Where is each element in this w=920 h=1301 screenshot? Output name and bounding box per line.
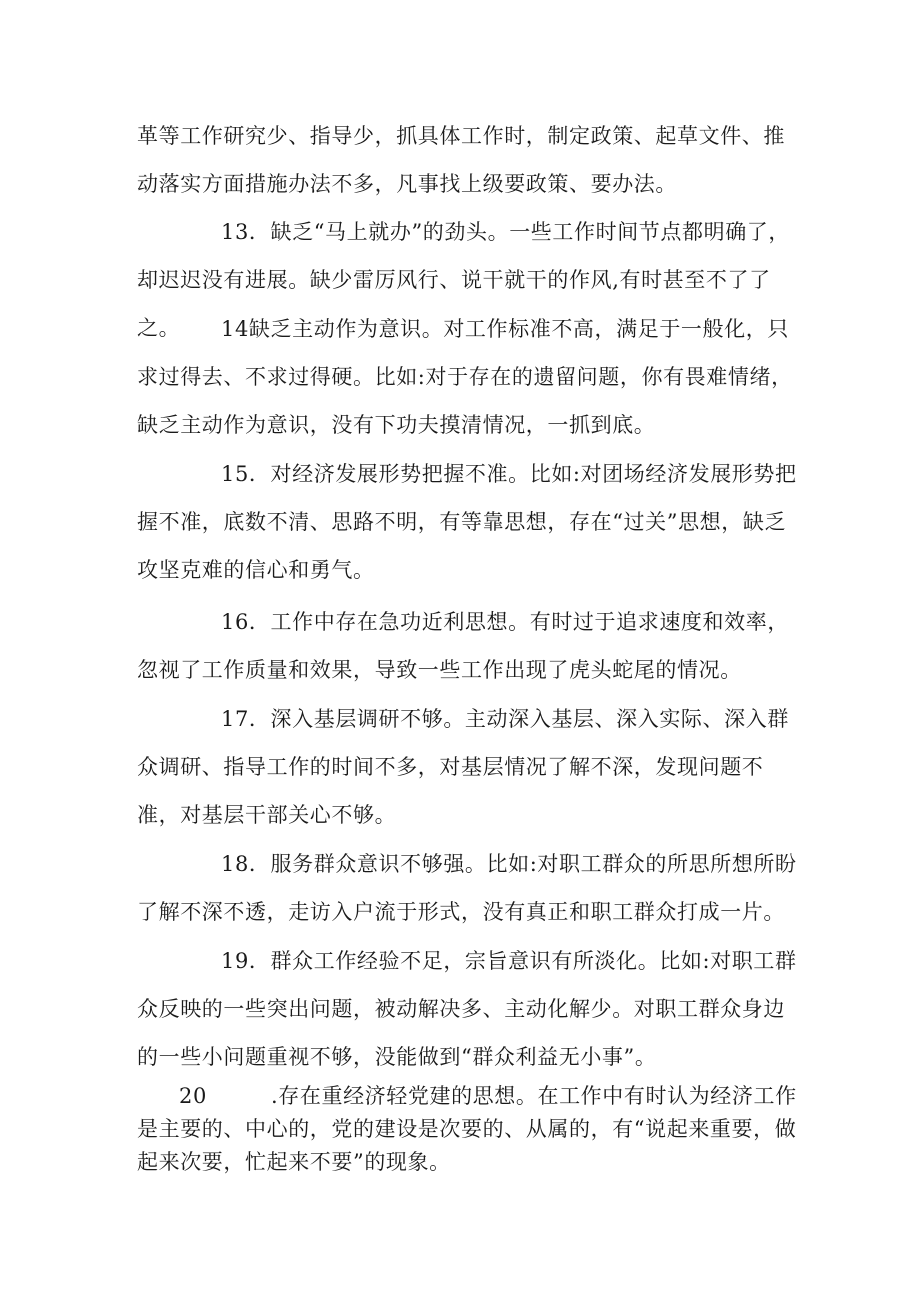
paragraph-14 [137,305,797,449]
paragraph-text: .存在重经济轻党建的思想。在工作中有时认为经济工作是主要的、中心的，党的建设是次要的、从属的，有“说起来重要，做起来次要，忙起来不要”的现象。 [137,1084,797,1174]
paragraph-text: ．深入基层调研不够。主动深入基层、深入实际、深入群众调研、指导工作的时间不多，对基层情况了解不深，发现问题不准，对基层干部关心不够。 [137,707,789,827]
paragraph-number: 14 [221,317,249,341]
paragraph-18 [137,840,797,936]
paragraph-15 [137,450,797,594]
paragraph-text: 革等工作研究少、指导少，抓具体工作时，制定政策、起草文件、推动落实方面措施办法不多，凡事找上级要政策、要办法。 [137,124,785,196]
paragraph-number: 17 [221,707,249,731]
paragraph-text: 缺乏主动作为意识。对工作标准不高，满足于一般化，只求过得去、不求过得硬。比如:对于存在的遗留问题，你有畏难情绪，缺乏主动作为意识，没有下功夫摸清情况，一抓到底。 [137,317,793,437]
paragraph-number: 20 [179,1084,207,1108]
paragraph-number: 13 [221,220,249,244]
paragraph-number: 18 [221,852,249,876]
paragraph-continuation [137,112,797,208]
paragraph-number: 19 [221,949,249,973]
paragraph-17 [137,695,797,839]
paragraph-text: ．缺乏“马上就办”的劲头。一些工作时间节点都明确了，却迟迟没有进展。缺少雷厉风行、说干就干的作风,有时甚至不了了之。 [137,220,790,340]
paragraph-20 [137,1080,797,1179]
paragraph-text: ．服务群众意识不够强。比如:对职工群众的所思所想所盼了解不深不透，走访入户流于形式，没有真正和职工群众打成一片。 [137,852,797,924]
paragraph-number: 15 [221,462,249,486]
paragraph-text: ．工作中存在急功近利思想。有时过于追求速度和效率，忽视了工作质量和效果，导致一些工作出现了虎头蛇尾的情况。 [137,610,789,682]
paragraph-number: 16 [221,610,249,634]
paragraph-text: ．对经济发展形势把握不准。比如:对团场经济发展形势把握不准，底数不清、思路不明，有等靠思想，存在“过关”思想，缺乏攻坚克难的信心和勇气。 [137,462,797,582]
paragraph-text: ．群众工作经验不足，宗旨意识有所淡化。比如:对职工群众反映的一些突出问题，被动解决多、主动化解少。对职工群众身边的一些小问题重视不够，没能做到“群众利益无小事”。 [137,949,797,1069]
paragraph-19 [137,937,797,1081]
paragraph-16 [137,598,797,694]
